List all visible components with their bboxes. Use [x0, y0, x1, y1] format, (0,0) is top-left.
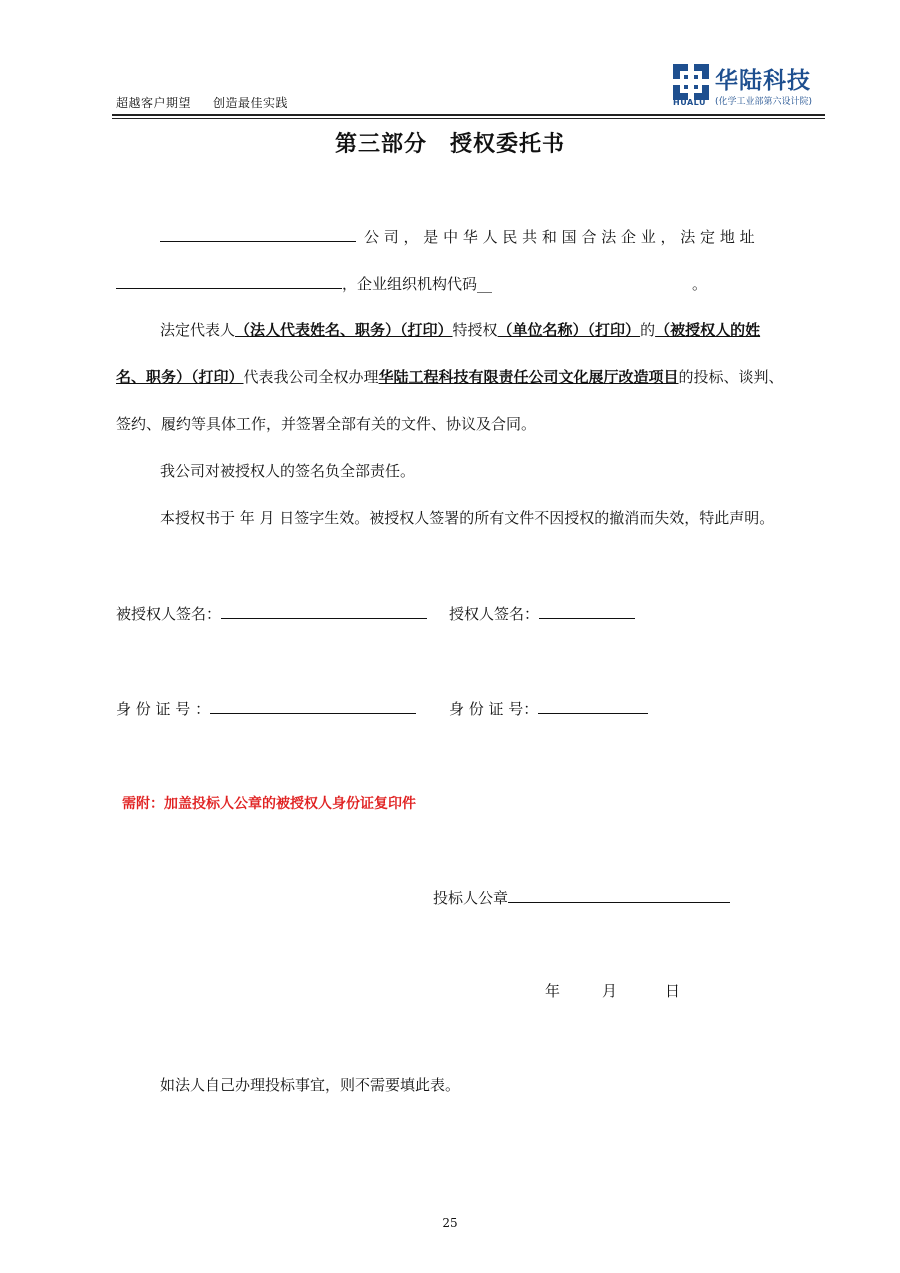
authorization-line-2 [116, 367, 784, 387]
authorized-name-part2: 名、职务）（打印） [116, 368, 244, 386]
org-code-end: 。 [692, 275, 708, 293]
text-authorize: 特授权 [452, 321, 498, 339]
logo-en: HUALU [673, 98, 706, 107]
company-name-field[interactable] [160, 226, 356, 242]
unit-name: （单位名称）（打印） [497, 321, 641, 339]
authorized-signature-field[interactable] [221, 603, 427, 619]
authorizer-signature-field[interactable] [539, 603, 635, 619]
legal-rep-name: （法人代表姓名、职务）（打印） [235, 321, 453, 339]
authorizer-id-field[interactable] [538, 698, 648, 714]
logo-text: 华陆科技 [715, 68, 811, 94]
id-label-1: 身 份 证 号 ： [116, 700, 211, 718]
company-logo [673, 62, 843, 106]
authorizer-signature-label: 授权人签名： [449, 605, 540, 623]
signature-row [116, 603, 427, 624]
text-bidding: 的投标、谈判、 [678, 368, 784, 386]
header-divider-thin [112, 118, 825, 119]
header-divider [112, 114, 825, 116]
slogan-1: 超越客户期望 [116, 96, 192, 110]
authorization-line-3: 签约、履约等具体工作，并签署全部有关的文件、协议及合同。 [116, 415, 537, 433]
authorized-signature-label: 被授权人签名： [116, 605, 222, 623]
logo-subtitle: (化学工业部第六设计院) [715, 97, 813, 107]
slogan-2: 创造最佳实践 [213, 96, 289, 110]
legal-address-field[interactable] [116, 273, 342, 289]
org-code-field[interactable] [492, 274, 692, 289]
org-code-label: ，企业组织机构代码__ [342, 275, 493, 293]
authorized-id-field[interactable] [210, 698, 416, 714]
authorized-name-part1: （被授权人的姓 [655, 321, 761, 339]
seal-row [433, 887, 730, 908]
footer-note: 如法人自己办理投标事宜，则不需要填此表。 [160, 1076, 461, 1094]
text-legal-rep: 法定代表人 [160, 321, 236, 339]
header-slogan [116, 94, 288, 111]
seal-field[interactable] [508, 887, 730, 903]
company-line [160, 226, 755, 247]
responsibility-statement: 我公司对被授权人的签名负全部责任。 [160, 462, 416, 480]
id-label-2: 身 份 证 号： [449, 700, 539, 718]
page-number: 25 [442, 1216, 458, 1230]
seal-label: 投标人公章 [433, 889, 509, 907]
seal-date-month: 月 [602, 982, 618, 1000]
authorizer-id [449, 698, 648, 719]
text-of: 的 [640, 321, 656, 339]
effective-statement: 本授权书于 年 月 日签字生效。被授权人签署的所有文件不因授权的撤消而失效，特此声明。 [160, 509, 775, 527]
seal-date-day: 日 [665, 982, 681, 1000]
project-name: 华陆工程科技有限责任公司文化展厅改造项目 [378, 368, 679, 386]
page-title: 第三部分 授权委托书 [334, 132, 565, 157]
hualu-logo-icon [673, 64, 709, 100]
authorization-line-1 [160, 320, 760, 340]
company-suffix: 公 司 ， 是 中 华 人 民 共 和 国 合 法 企 业 ， 法 定 地 址 [364, 228, 755, 246]
id-row [116, 698, 416, 719]
address-line [116, 273, 707, 294]
text-represent: 代表我公司全权办理 [243, 368, 379, 386]
authorizer-signature [449, 603, 635, 624]
seal-date-year: 年 [545, 982, 561, 1000]
attachment-note: 需附：加盖投标人公章的被授权人身份证复印件 [122, 796, 416, 812]
